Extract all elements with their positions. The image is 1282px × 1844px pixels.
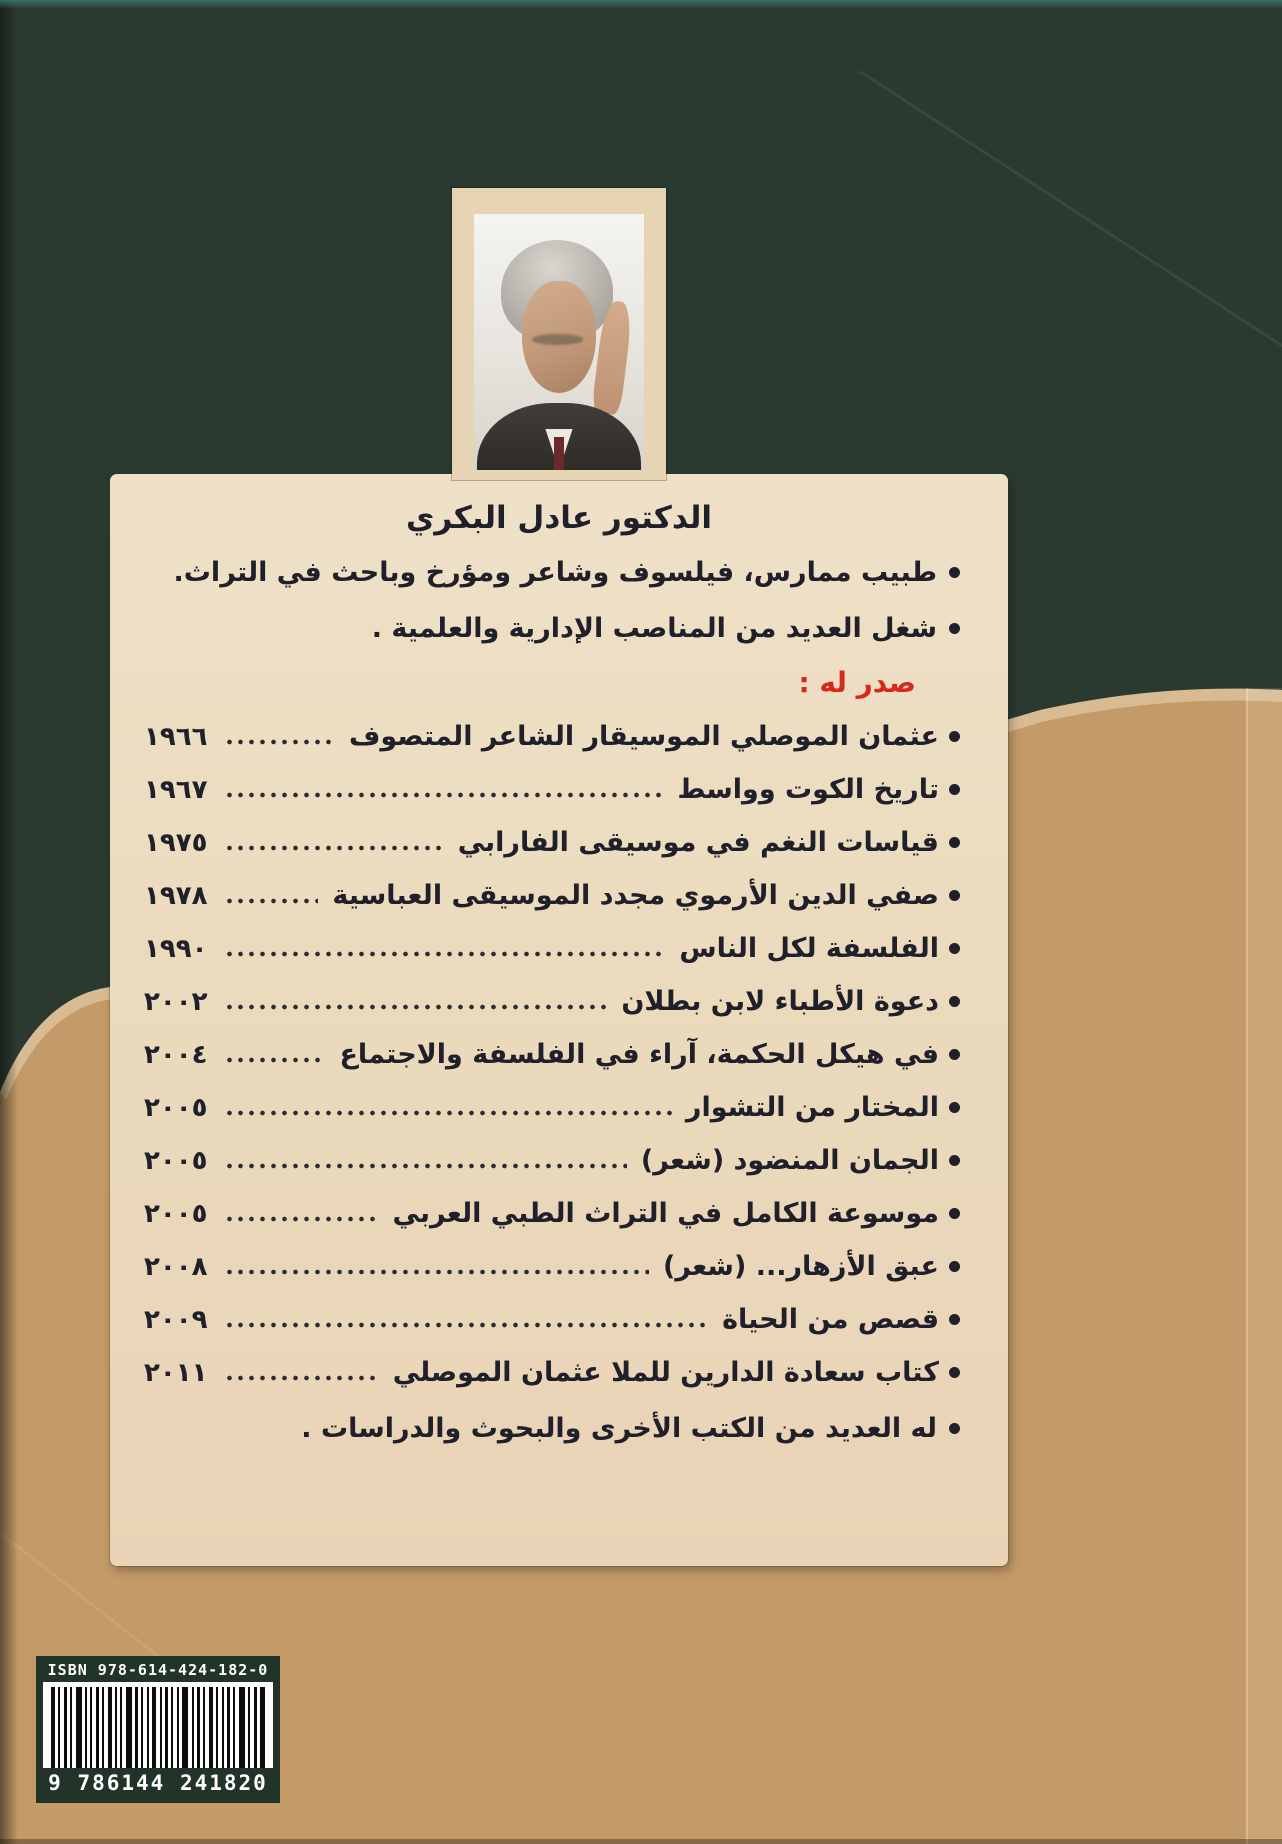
- barcode-bars: [43, 1682, 273, 1768]
- scan-top-edge: [0, 0, 1282, 9]
- intro-bullet-text: طبيب ممارس، فيلسوف وشاعر ومؤرخ وباحث في التراث.: [173, 556, 937, 588]
- author-photo: [474, 214, 644, 470]
- dotted-leader: [224, 1028, 325, 1081]
- dotted-leader: [224, 1134, 627, 1187]
- book-year: ٢٠٠٨: [144, 1251, 208, 1282]
- bullet-icon: [949, 890, 960, 901]
- book-list-item: [144, 1346, 974, 1399]
- bullet-icon: [949, 784, 960, 795]
- book-list-item: [144, 763, 974, 816]
- dotted-leader: [224, 763, 663, 816]
- bullet-icon: [949, 1367, 960, 1378]
- book-year: ٢٠٠٩: [144, 1304, 208, 1335]
- book-list-item: [144, 816, 974, 869]
- bullet-icon: [949, 731, 960, 742]
- book-title: الفلسفة لكل الناس: [679, 933, 939, 964]
- bullet-icon: [949, 1049, 960, 1060]
- dotted-leader: [224, 869, 318, 922]
- dotted-leader: [224, 975, 607, 1028]
- dotted-leader: [224, 710, 335, 763]
- books-list: [144, 710, 974, 1399]
- isbn-barcode-block: [36, 1656, 280, 1803]
- book-list-item: [144, 1081, 974, 1134]
- bullet-icon: [949, 1423, 960, 1434]
- book-title: دعوة الأطباء لابن بطلان: [621, 986, 939, 1017]
- barcode-digits: 9 786144 241820: [48, 1771, 268, 1795]
- book-year: ٢٠٠٥: [144, 1198, 208, 1229]
- dotted-leader: [224, 1346, 379, 1399]
- dotted-leader: [224, 1240, 649, 1293]
- published-works-heading: صدر له :: [798, 666, 916, 699]
- book-year: ٢٠٠٤: [144, 1039, 208, 1070]
- spine-shadow: [0, 0, 18, 1844]
- bullet-icon: [949, 1102, 960, 1113]
- book-year: ١٩٦٦: [144, 721, 208, 752]
- bullet-icon: [949, 1261, 960, 1272]
- intro-bullet-line: [144, 544, 974, 600]
- book-year: ١٩٦٧: [144, 774, 208, 805]
- author-info-panel: [110, 474, 1008, 1566]
- book-year: ٢٠١١: [144, 1357, 208, 1388]
- portrait-brow: [532, 334, 583, 344]
- scan-bottom-edge: [0, 1839, 1282, 1844]
- book-list-item: [144, 1187, 974, 1240]
- book-list-item: [144, 1293, 974, 1346]
- book-list-item: [144, 1134, 974, 1187]
- book-year: ٢٠٠٥: [144, 1092, 208, 1123]
- isbn-number: ISBN 978-614-424-182-0: [47, 1661, 269, 1679]
- book-year: ٢٠٠٥: [144, 1145, 208, 1176]
- book-title: في هيكل الحكمة، آراء في الفلسفة والاجتماع: [339, 1039, 939, 1070]
- intro-bullet-text: شغل العديد من المناصب الإدارية والعلمية .: [371, 612, 937, 644]
- cover-edge-strip: [1246, 688, 1282, 1844]
- author-portrait-frame: [452, 188, 666, 480]
- book-title: عثمان الموصلي الموسيقار الشاعر المتصوف: [349, 721, 939, 752]
- portrait-tie: [554, 437, 564, 470]
- bullet-icon: [949, 623, 960, 634]
- book-list-item: [144, 922, 974, 975]
- book-title: صفي الدين الأرموي مجدد الموسيقى العباسية: [332, 880, 939, 911]
- dotted-leader: [224, 922, 665, 975]
- bullet-icon: [949, 567, 960, 578]
- intro-bullet-line: [144, 600, 974, 656]
- book-title: الجمان المنضود (شعر): [640, 1145, 939, 1176]
- bullet-icon: [949, 1314, 960, 1325]
- closing-bullet-text: له العديد من الكتب الأخرى والبحوث والدراسات .: [301, 1412, 937, 1444]
- book-list-item: [144, 975, 974, 1028]
- dotted-leader: [224, 1187, 379, 1240]
- bullet-icon: [949, 996, 960, 1007]
- author-name-heading: الدكتور عادل البكري: [406, 500, 712, 536]
- book-year: ١٩٧٥: [144, 827, 208, 858]
- book-year: ١٩٧٨: [144, 880, 208, 911]
- book-list-item: [144, 1240, 974, 1293]
- book-list-item: [144, 869, 974, 922]
- dotted-leader: [224, 1081, 672, 1134]
- dotted-leader: [224, 1293, 708, 1346]
- bullet-icon: [949, 943, 960, 954]
- book-title: المختار من التشوار: [685, 1092, 939, 1123]
- dotted-leader: [224, 816, 444, 869]
- bullet-icon: [949, 837, 960, 848]
- bullet-icon: [949, 1155, 960, 1166]
- bullet-icon: [949, 1208, 960, 1219]
- book-title: عبق الأزهار... (شعر): [663, 1251, 939, 1282]
- book-list-item: [144, 1028, 974, 1081]
- closing-bullet-line: [144, 1399, 974, 1457]
- book-title: موسوعة الكامل في التراث الطبي العربي: [392, 1198, 939, 1229]
- book-title: كتاب سعادة الدارين للملا عثمان الموصلي: [392, 1357, 939, 1388]
- book-year: ١٩٩٠: [144, 933, 208, 964]
- book-title: تاريخ الكوت وواسط: [677, 774, 939, 805]
- book-title: قصص من الحياة: [722, 1304, 939, 1335]
- book-list-item: [144, 710, 974, 763]
- book-title: قياسات النغم في موسيقى الفارابي: [457, 827, 939, 858]
- book-year: ٢٠٠٢: [144, 986, 208, 1017]
